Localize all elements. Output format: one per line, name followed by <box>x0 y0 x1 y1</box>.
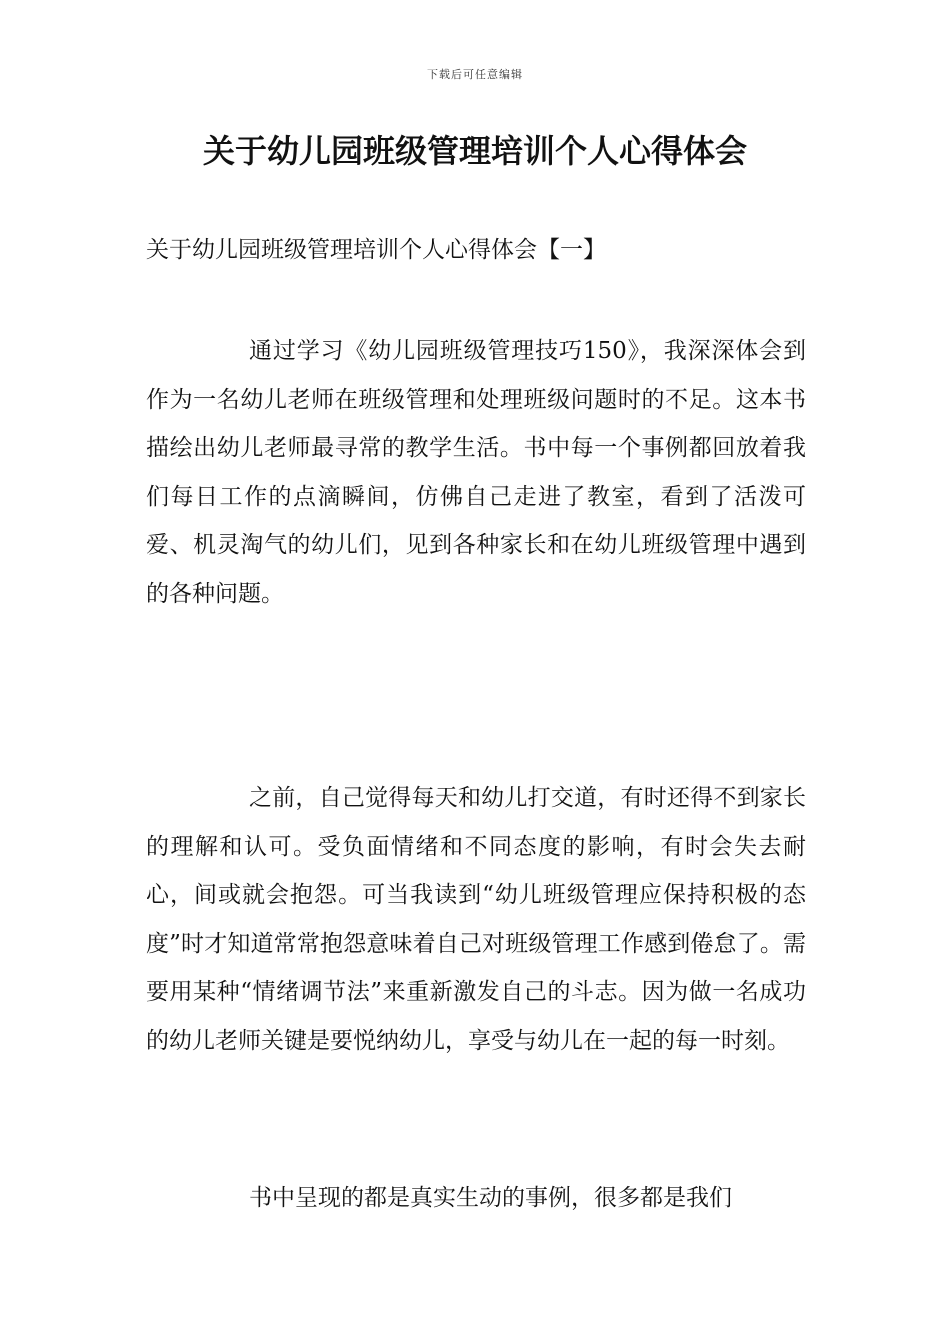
body-paragraph: 通过学习《幼儿园班级管理技巧150》，我深深体会到作为一名幼儿老师在班级管理和处理班级问题时的不足。这本书描绘出幼儿老师最寻常的教学生活。书中每一个事例都回放着我们每日工作的点滴瞬间，仿佛自己走进了教室，看到了活泼可爱、机灵淘气的幼儿们，见到各种家长和在幼儿班级管理中遇到的各种问题。 <box>146 338 806 607</box>
body-paragraph: 书中呈现的都是真实生动的事例，很多都是我们 <box>249 1185 732 1211</box>
body-paragraph: 之前，自己觉得每天和幼儿打交道，有时还得不到家长的理解和认可。受负面情绪和不同态度的影响，有时会失去耐心，间或就会抱怨。可当我读到“幼儿班级管理应保持积极的态度”时才知道常常抱怨意味着自己对班级管理工作感到倦怠了。需要用某种“情绪调节法”来重新激发自己的斗志。因为做一名成功的幼儿老师关键是要悦纳幼儿，享受与幼儿在一起的每一时刻。 <box>146 785 806 1054</box>
section-heading: 关于幼儿园班级管理培训个人心得体会【一】 <box>146 237 606 263</box>
header-note: 下载后可任意编辑 <box>427 68 523 81</box>
document-title: 关于幼儿园班级管理培训个人心得体会 <box>202 132 747 170</box>
